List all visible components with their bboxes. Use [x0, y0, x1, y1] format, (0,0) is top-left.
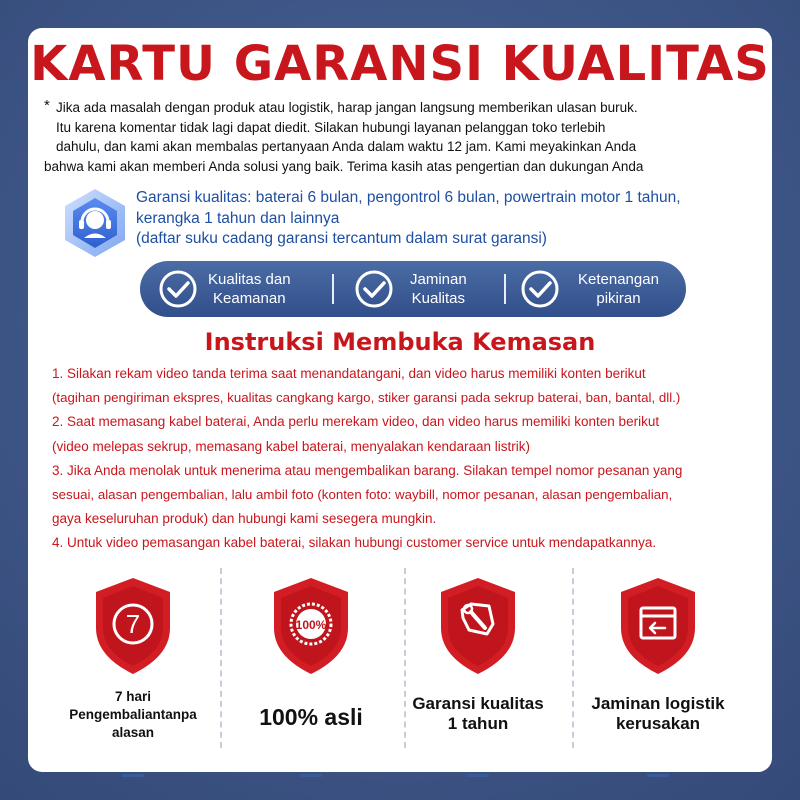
instruction-list	[52, 362, 768, 556]
instruction-line: sesuai, alasan pengembalian, lalu ambil foto (konten foto: waybill, nomor pesanan, alasan pengembalian,	[52, 487, 673, 503]
warranty-line: (daftar suku cadang garansi tercantum dalam surat garansi)	[136, 230, 547, 247]
authentic-100-shield-icon	[270, 576, 352, 676]
feature-7-day-return	[48, 576, 218, 742]
instruction-line: 2. Saat memasang kabel baterai, Anda perlu merekam video, dan video harus memiliki konten berikut	[52, 414, 660, 430]
feature-logistics-damage	[573, 576, 743, 734]
instruction-line: gaya keseluruhan produk) dan hubungi kami sesegera mungkin.	[52, 511, 437, 527]
instruction-line: 4. Untuk video pemasangan kabel baterai, silakan hubungi customer service untuk mendapatkannya.	[52, 535, 657, 551]
warranty-line: Garansi kualitas: baterai 6 bulan, pengontrol 6 bulan, powertrain motor 1 tahun,	[136, 189, 681, 206]
assurance-label: Ketenangan pikiran	[578, 271, 659, 307]
check-circle-icon	[520, 269, 560, 309]
feature-dash	[122, 774, 144, 777]
customer-service-icon	[58, 186, 132, 260]
warranty-info	[136, 188, 766, 250]
feature-label: 100% asli	[259, 704, 363, 730]
feature-label: 7 hari Pengembaliantanpa alasan	[69, 689, 197, 740]
instruction-line: 3. Jika Anda menolak untuk menerima atau mengembalikan barang. Silakan tempel nomor pesanan yang	[52, 462, 683, 478]
warranty-card	[28, 28, 772, 772]
note-line: Jika ada masalah dengan produk atau logistik, harap jangan langsung memberikan ulasan buruk.	[56, 100, 638, 115]
section-title: Instruksi Membuka Kemasan	[204, 328, 596, 356]
assurance-guarantee	[354, 261, 467, 317]
assurance-bar	[140, 261, 686, 317]
note-line: bahwa kami akan memberi Anda solusi yang baik. Terima kasih atas pengertian dan dukungan Anda	[44, 158, 644, 174]
wrench-shield-icon	[437, 576, 519, 676]
assurance-quality-safety	[158, 261, 291, 317]
feature-label: Jaminan logistik kerusakan	[591, 694, 725, 733]
note-line: Itu karena komentar tidak lagi dapat diedit. Silakan hubungi layanan pelanggan toko terlebih	[56, 119, 606, 135]
instruction-line: (tagihan pengiriman ekspres, kualitas cangkang kargo, stiker garansi pada sekrup baterai, ban, bantal, dll.)	[52, 390, 681, 406]
return-box-shield-icon	[617, 576, 699, 676]
customer-note	[44, 98, 766, 176]
feature-1-year-warranty	[393, 576, 563, 734]
assurance-label: Jaminan Kualitas	[410, 271, 467, 307]
instruction-line: (video melepas sekrup, memasang kabel baterai, menyalakan kendaraan listrik)	[52, 438, 530, 454]
feature-label: Garansi kualitas 1 tahun	[412, 694, 544, 733]
assurance-peace-of-mind	[520, 261, 659, 317]
divider	[220, 568, 222, 748]
instruction-line: 1. Silakan rekam video tanda terima saat menandatangani, dan video harus memiliki konten berikut	[52, 366, 646, 381]
return-7-days-shield-icon	[92, 576, 174, 676]
assurance-label: Kualitas dan Keamanan	[208, 271, 291, 307]
feature-dash	[300, 774, 322, 777]
svg-text:100%: 100%	[295, 618, 327, 632]
separator	[332, 274, 334, 304]
separator	[504, 274, 506, 304]
asterisk: *	[44, 97, 50, 114]
feature-dash	[647, 774, 669, 777]
note-line: dahulu, dan kami akan membalas pertanyaan Anda dalam waktu 12 jam. Kami meyakinkan Anda	[56, 139, 637, 154]
warranty-line: kerangka 1 tahun dan lainnya	[136, 209, 340, 227]
check-circle-icon	[354, 269, 394, 309]
svg-text:7: 7	[125, 609, 141, 639]
check-circle-icon	[158, 269, 198, 309]
page-title: KARTU GARANSI KUALITAS	[30, 36, 770, 92]
feature-100-original	[226, 576, 396, 732]
feature-dash	[467, 774, 489, 777]
